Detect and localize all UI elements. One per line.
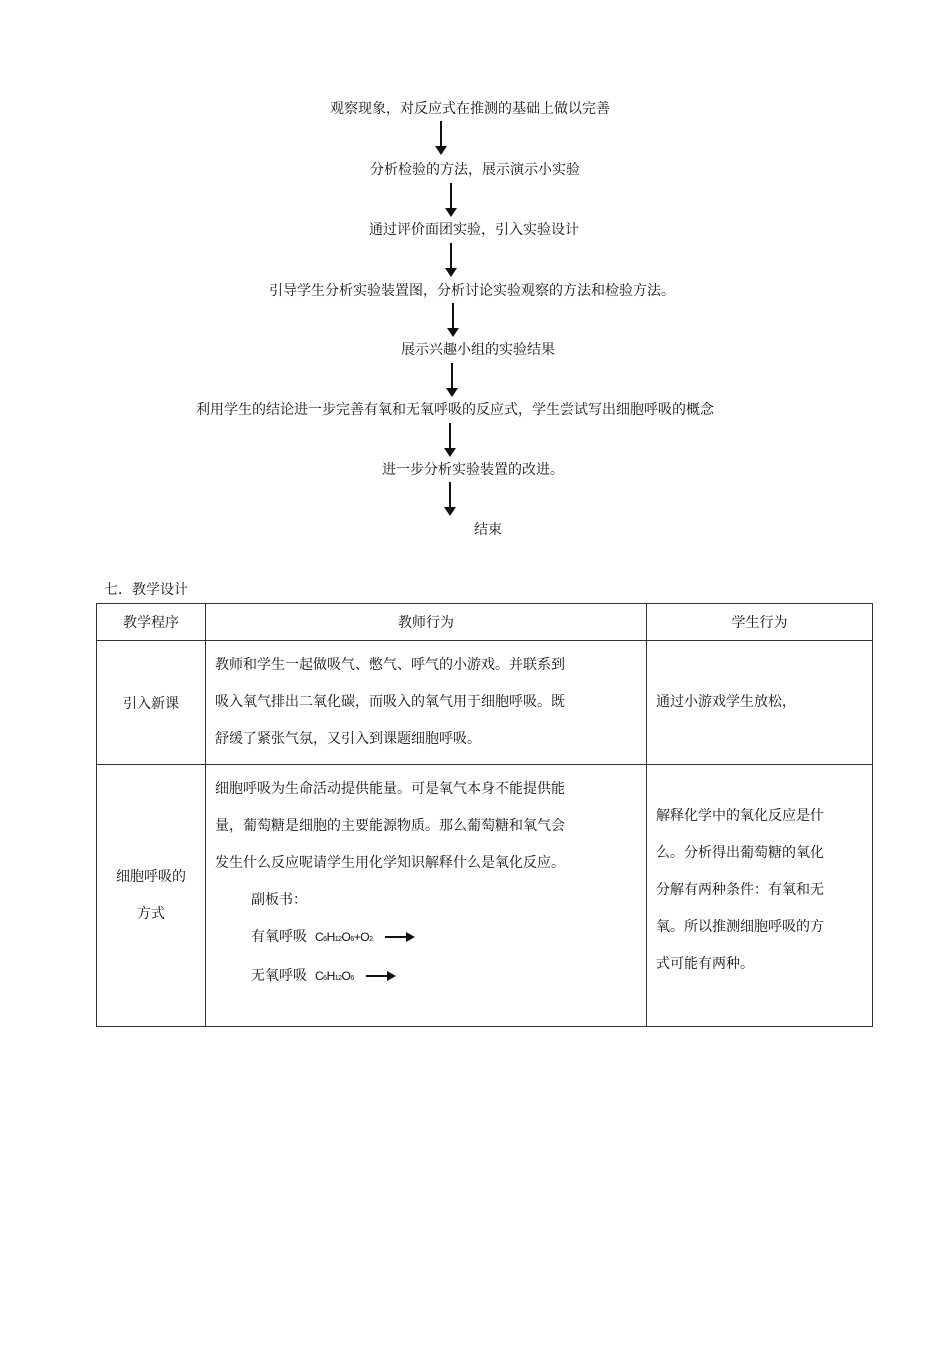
flow-arrow-icon xyxy=(447,303,459,337)
aerobic-formula: C6H12O6+O2 xyxy=(315,930,373,944)
procedure-line: 方式 xyxy=(137,905,165,922)
student-line: 解释化学中的氧化反应是什 xyxy=(656,808,824,824)
flow-step-end: 结束 xyxy=(474,522,502,538)
table-row xyxy=(97,765,873,1027)
flow-step-6: 利用学生的结论进一步完善有氧和无氧呼吸的反应式，学生尝试写出细胞呼吸的概念 xyxy=(196,402,714,418)
teaching-design-table xyxy=(96,603,873,1027)
teacher-line: 舒缓了紧张气氛，又引入到课题细胞呼吸。 xyxy=(215,731,481,747)
flow-arrow-icon xyxy=(446,363,458,397)
header-student: 学生行为 xyxy=(647,604,873,641)
section-heading: 七．教学设计 xyxy=(104,582,188,598)
student-line: 通过小游戏学生放松， xyxy=(656,694,796,710)
table-header-row xyxy=(97,604,873,641)
header-procedure: 教学程序 xyxy=(97,604,206,641)
anaerobic-label: 无氧呼吸 xyxy=(251,968,307,984)
flow-step-7: 进一步分析实验装置的改进。 xyxy=(382,462,564,478)
flow-arrow-icon xyxy=(444,423,456,457)
procedure-cell: 引入新课 xyxy=(97,641,206,765)
student-line: 么。分析得出葡萄糖的氧化 xyxy=(656,845,824,861)
teacher-cell xyxy=(206,641,647,765)
procedure-line: 细胞呼吸的 xyxy=(116,868,186,885)
teacher-line: 吸入氧气排出二氧化碳，而吸入的氧气用于细胞呼吸。既 xyxy=(215,694,565,710)
anaerobic-equation xyxy=(215,958,638,997)
table-row xyxy=(97,641,873,765)
student-line: 式可能有两种。 xyxy=(656,956,754,972)
student-cell xyxy=(647,641,873,765)
aerobic-equation xyxy=(215,919,638,958)
teacher-line: 量，葡萄糖是细胞的主要能源物质。那么葡萄糖和氧气会 xyxy=(215,818,565,834)
student-cell xyxy=(647,765,873,1027)
flow-step-3: 通过评价面团实验，引入实验设计 xyxy=(369,222,579,238)
header-teacher: 教师行为 xyxy=(206,604,647,641)
flow-arrow-icon xyxy=(445,243,457,277)
teacher-line: 发生什么反应呢请学生用化学知识解释什么是氧化反应。 xyxy=(215,855,565,871)
flow-step-2: 分析检验的方法，展示演示小实验 xyxy=(370,162,580,178)
flow-arrow-icon xyxy=(435,121,447,155)
teacher-line: 细胞呼吸为生命活动提供能量。可是氧气本身不能提供能 xyxy=(215,781,565,797)
reaction-arrow-icon xyxy=(366,971,396,981)
flow-arrow-icon xyxy=(445,183,457,217)
anaerobic-formula: C6H12O6 xyxy=(315,969,354,983)
student-line: 分解有两种条件：有氧和无 xyxy=(656,882,824,898)
aerobic-label: 有氧呼吸 xyxy=(251,929,307,945)
teacher-line: 教师和学生一起做吸气、憋气、呼气的小游戏。并联系到 xyxy=(215,657,565,673)
procedure-cell xyxy=(97,765,206,1027)
reaction-arrow-icon xyxy=(385,932,415,942)
student-line: 氧。所以推测细胞呼吸的方 xyxy=(656,919,824,935)
teacher-cell xyxy=(206,765,647,1027)
flow-arrow-icon xyxy=(444,482,456,516)
flow-step-4: 引导学生分析实验装置图，分析讨论实验观察的方法和检验方法。 xyxy=(269,283,675,299)
flow-step-1: 观察现象，对反应式在推测的基础上做以完善 xyxy=(330,101,610,117)
flow-step-5: 展示兴趣小组的实验结果 xyxy=(401,342,555,358)
board-label: 副板书： xyxy=(251,892,307,908)
